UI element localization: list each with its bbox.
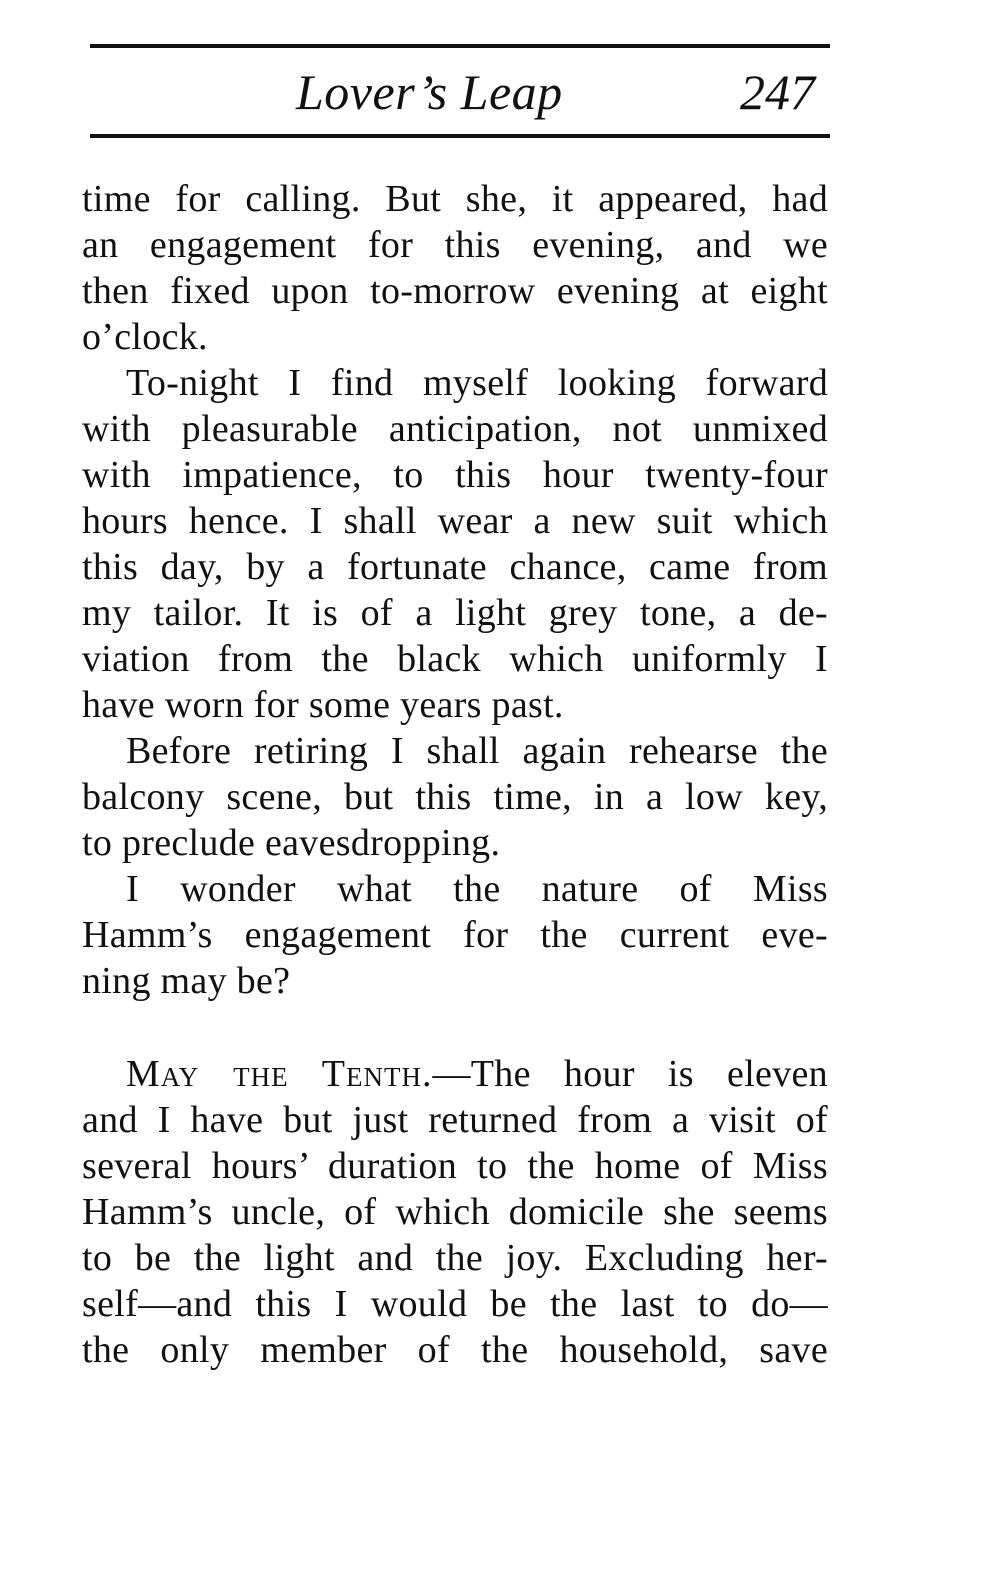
text-line: and I have but just returned from a visit of	[82, 1099, 828, 1141]
diary-entry-paragraph	[82, 1051, 828, 1373]
text-line	[82, 1051, 828, 1097]
paragraph	[82, 176, 828, 360]
text-line: an engagement for this evening, and we	[82, 224, 828, 266]
text-line-rest: —The hour is eleven	[432, 1053, 828, 1095]
page-number: 247	[740, 64, 815, 120]
entry-date-heading: May the Tenth.	[126, 1053, 433, 1095]
text-line: to be the light and the joy. Excluding her-	[82, 1237, 828, 1279]
text-line: then fixed upon to-morrow evening at eight	[82, 270, 828, 312]
paragraph	[82, 360, 828, 728]
text-line: self—and this I would be the last to do—	[82, 1283, 828, 1325]
paragraph	[82, 728, 828, 866]
text-line: To-night I find myself looking forward	[126, 362, 828, 404]
text-line: viation from the black which uniformly I	[82, 638, 828, 680]
text-line: with pleasurable anticipation, not unmixed	[82, 408, 828, 450]
text-line: balcony scene, but this time, in a low key,	[82, 776, 828, 818]
text-line: to preclude eavesdropping.	[82, 822, 501, 864]
running-title: Lover’s Leap	[296, 64, 563, 120]
paragraph	[82, 866, 828, 1004]
text-line: hours hence. I shall wear a new suit which	[82, 500, 828, 542]
body-text-upper	[82, 176, 828, 1004]
text-line: this day, by a fortunate chance, came from	[82, 546, 828, 588]
text-line: ning may be?	[82, 960, 291, 1002]
text-line: Before retiring I shall again rehearse the	[126, 730, 828, 772]
header-rule-top	[90, 44, 830, 48]
text-line: with impatience, to this hour twenty-four	[82, 454, 828, 496]
text-line: Hamm’s engagement for the current eve-	[82, 914, 828, 956]
text-line: Hamm’s uncle, of which domicile she seems	[82, 1191, 828, 1233]
text-line: the only member of the household, save	[82, 1329, 828, 1371]
text-line: my tailor. It is of a light grey tone, a de-	[82, 592, 828, 634]
text-line: o’clock.	[82, 316, 208, 358]
text-line: several hours’ duration to the home of Miss	[82, 1145, 828, 1187]
body-text-entry	[82, 1051, 828, 1373]
text-line: have worn for some years past.	[82, 684, 564, 726]
text-line: I wonder what the nature of Miss	[126, 868, 828, 910]
header-rule-bottom	[90, 134, 830, 138]
text-line: time for calling. But she, it appeared, had	[82, 178, 828, 220]
